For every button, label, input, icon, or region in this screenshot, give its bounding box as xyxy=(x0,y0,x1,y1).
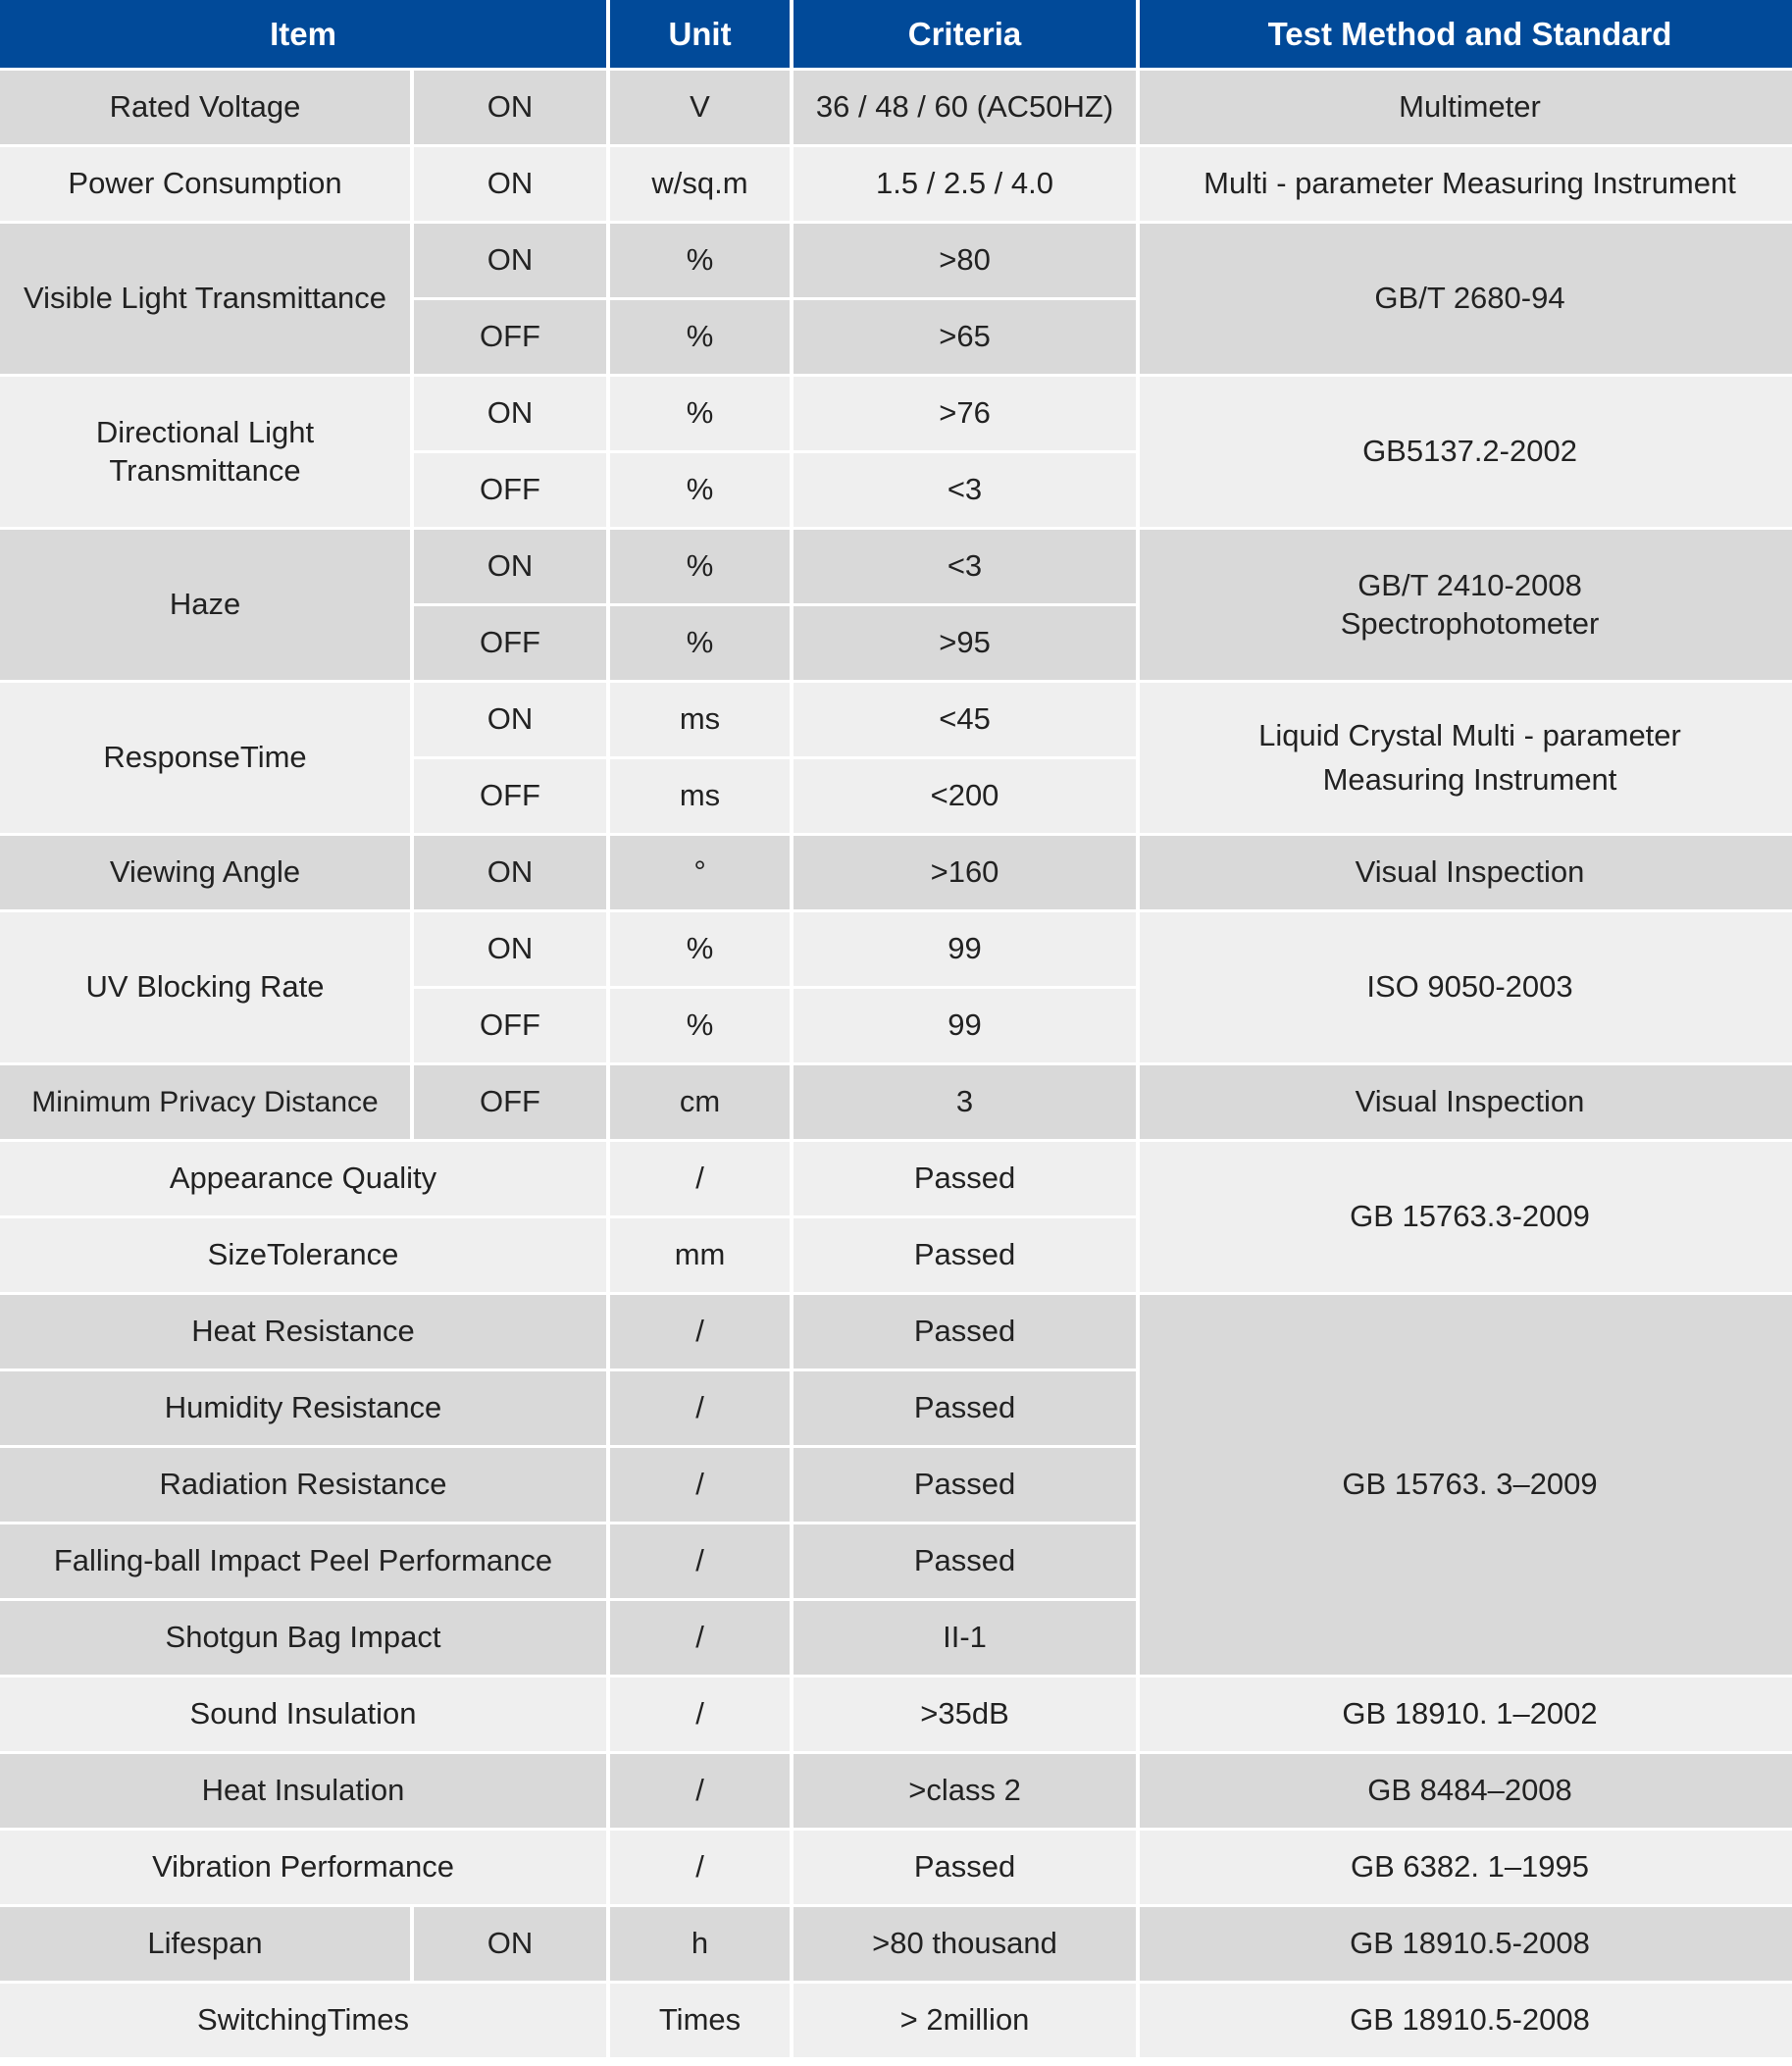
criteria-cell: <45 xyxy=(794,683,1136,756)
unit-cell: / xyxy=(610,1524,790,1598)
unit-cell: / xyxy=(610,1448,790,1522)
method-cell: GB 15763.3-2009 xyxy=(1140,1142,1792,1292)
item-cell: Rated Voltage xyxy=(0,71,410,144)
state-cell: OFF xyxy=(414,606,606,680)
method-cell: ISO 9050-2003 xyxy=(1140,912,1792,1062)
unit-cell: ms xyxy=(610,683,790,756)
criteria-cell: 99 xyxy=(794,989,1136,1062)
method-cell: Multi - parameter Measuring Instrument xyxy=(1140,147,1792,221)
item-cell: Power Consumption xyxy=(0,147,410,221)
unit-cell: % xyxy=(610,530,790,603)
state-cell: ON xyxy=(414,71,606,144)
item-cell: Shotgun Bag Impact xyxy=(0,1601,606,1675)
criteria-cell: >65 xyxy=(794,300,1136,374)
table-row xyxy=(0,71,1792,144)
state-cell: ON xyxy=(414,224,606,297)
item-cell: Appearance Quality xyxy=(0,1142,606,1215)
item-cell: Humidity Resistance xyxy=(0,1371,606,1445)
state-cell: OFF xyxy=(414,1065,606,1139)
item-cell: Falling-ball Impact Peel Performance xyxy=(0,1524,606,1598)
criteria-cell: >80 xyxy=(794,224,1136,297)
table-row xyxy=(0,1295,1792,1369)
header-unit: Unit xyxy=(610,0,790,68)
criteria-cell: >class 2 xyxy=(794,1754,1136,1828)
table-row xyxy=(0,683,1792,756)
header-method: Test Method and Standard xyxy=(1140,0,1792,68)
unit-cell: ° xyxy=(610,836,790,909)
unit-cell: / xyxy=(610,1831,790,1904)
criteria-cell: Passed xyxy=(794,1831,1136,1904)
method-cell: GB 18910.5-2008 xyxy=(1140,1907,1792,1981)
state-cell: ON xyxy=(414,683,606,756)
method-cell: Multimeter xyxy=(1140,71,1792,144)
unit-cell: Times xyxy=(610,1984,790,2057)
item-cell: Heat Insulation xyxy=(0,1754,606,1828)
criteria-cell: Passed xyxy=(794,1142,1136,1215)
item-cell: Haze xyxy=(0,530,410,680)
method-cell: GB5137.2-2002 xyxy=(1140,377,1792,527)
table-row xyxy=(0,147,1792,221)
criteria-cell: >35dB xyxy=(794,1678,1136,1751)
item-cell: Radiation Resistance xyxy=(0,1448,606,1522)
unit-cell: cm xyxy=(610,1065,790,1139)
table-row xyxy=(0,912,1792,986)
unit-cell: V xyxy=(610,71,790,144)
state-cell: OFF xyxy=(414,759,606,833)
unit-cell: mm xyxy=(610,1218,790,1292)
table-row xyxy=(0,1984,1792,2057)
criteria-cell: >80 thousand xyxy=(794,1907,1136,1981)
item-cell: Directional Light Transmittance xyxy=(0,377,410,527)
unit-cell: h xyxy=(610,1907,790,1981)
table-header-row xyxy=(0,0,1792,68)
unit-cell: % xyxy=(610,224,790,297)
method-cell: GB 6382. 1–1995 xyxy=(1140,1831,1792,1904)
method-cell: Liquid Crystal Multi - parameter Measuring Instrument xyxy=(1140,683,1792,833)
criteria-cell: >76 xyxy=(794,377,1136,450)
criteria-cell: 1.5 / 2.5 / 4.0 xyxy=(794,147,1136,221)
unit-cell: / xyxy=(610,1754,790,1828)
table-row xyxy=(0,836,1792,909)
criteria-cell: > 2million xyxy=(794,1984,1136,2057)
header-item: Item xyxy=(0,0,606,68)
item-cell: Minimum Privacy Distance xyxy=(0,1065,410,1139)
item-cell: SwitchingTimes xyxy=(0,1984,606,2057)
criteria-cell: 36 / 48 / 60 (AC50HZ) xyxy=(794,71,1136,144)
method-cell: GB 18910. 1–2002 xyxy=(1140,1678,1792,1751)
table-row xyxy=(0,377,1792,450)
method-cell: Visual Inspection xyxy=(1140,836,1792,909)
unit-cell: % xyxy=(610,300,790,374)
unit-cell: / xyxy=(610,1601,790,1675)
table-row xyxy=(0,1754,1792,1828)
method-cell: Visual Inspection xyxy=(1140,1065,1792,1139)
item-cell: ResponseTime xyxy=(0,683,410,833)
item-cell: Visible Light Transmittance xyxy=(0,224,410,374)
state-cell: ON xyxy=(414,1907,606,1981)
state-cell: ON xyxy=(414,912,606,986)
item-cell: Heat Resistance xyxy=(0,1295,606,1369)
criteria-cell: 3 xyxy=(794,1065,1136,1139)
item-cell: Sound Insulation xyxy=(0,1678,606,1751)
table-row xyxy=(0,1142,1792,1215)
criteria-cell: Passed xyxy=(794,1371,1136,1445)
state-cell: OFF xyxy=(414,300,606,374)
method-cell: GB 15763. 3–2009 xyxy=(1140,1295,1792,1675)
unit-cell: w/sq.m xyxy=(610,147,790,221)
unit-cell: / xyxy=(610,1371,790,1445)
unit-cell: / xyxy=(610,1142,790,1215)
state-cell: ON xyxy=(414,530,606,603)
table-row xyxy=(0,1678,1792,1751)
unit-cell: % xyxy=(610,453,790,527)
table-row xyxy=(0,1831,1792,1904)
criteria-cell: <3 xyxy=(794,453,1136,527)
method-cell: GB/T 2680-94 xyxy=(1140,224,1792,374)
criteria-cell: Passed xyxy=(794,1524,1136,1598)
state-cell: ON xyxy=(414,836,606,909)
state-cell: OFF xyxy=(414,989,606,1062)
item-cell: Viewing Angle xyxy=(0,836,410,909)
criteria-cell: <200 xyxy=(794,759,1136,833)
unit-cell: % xyxy=(610,989,790,1062)
criteria-cell: Passed xyxy=(794,1448,1136,1522)
method-cell: GB/T 2410-2008 Spectrophotometer xyxy=(1140,530,1792,680)
unit-cell: / xyxy=(610,1295,790,1369)
criteria-cell: >160 xyxy=(794,836,1136,909)
unit-cell: / xyxy=(610,1678,790,1751)
header-criteria: Criteria xyxy=(794,0,1136,68)
unit-cell: % xyxy=(610,377,790,450)
method-cell: GB 18910.5-2008 xyxy=(1140,1984,1792,2057)
item-cell: UV Blocking Rate xyxy=(0,912,410,1062)
state-cell: ON xyxy=(414,377,606,450)
criteria-cell: II-1 xyxy=(794,1601,1136,1675)
item-cell: Lifespan xyxy=(0,1907,410,1981)
unit-cell: ms xyxy=(610,759,790,833)
state-cell: OFF xyxy=(414,453,606,527)
table-row xyxy=(0,1907,1792,1981)
table-row xyxy=(0,1065,1792,1139)
table-row xyxy=(0,530,1792,603)
criteria-cell: <3 xyxy=(794,530,1136,603)
table-row xyxy=(0,224,1792,297)
criteria-cell: Passed xyxy=(794,1218,1136,1292)
criteria-cell: >95 xyxy=(794,606,1136,680)
item-cell: SizeTolerance xyxy=(0,1218,606,1292)
state-cell: ON xyxy=(414,147,606,221)
unit-cell: % xyxy=(610,606,790,680)
unit-cell: % xyxy=(610,912,790,986)
criteria-cell: Passed xyxy=(794,1295,1136,1369)
item-cell: Vibration Performance xyxy=(0,1831,606,1904)
method-cell: GB 8484–2008 xyxy=(1140,1754,1792,1828)
criteria-cell: 99 xyxy=(794,912,1136,986)
